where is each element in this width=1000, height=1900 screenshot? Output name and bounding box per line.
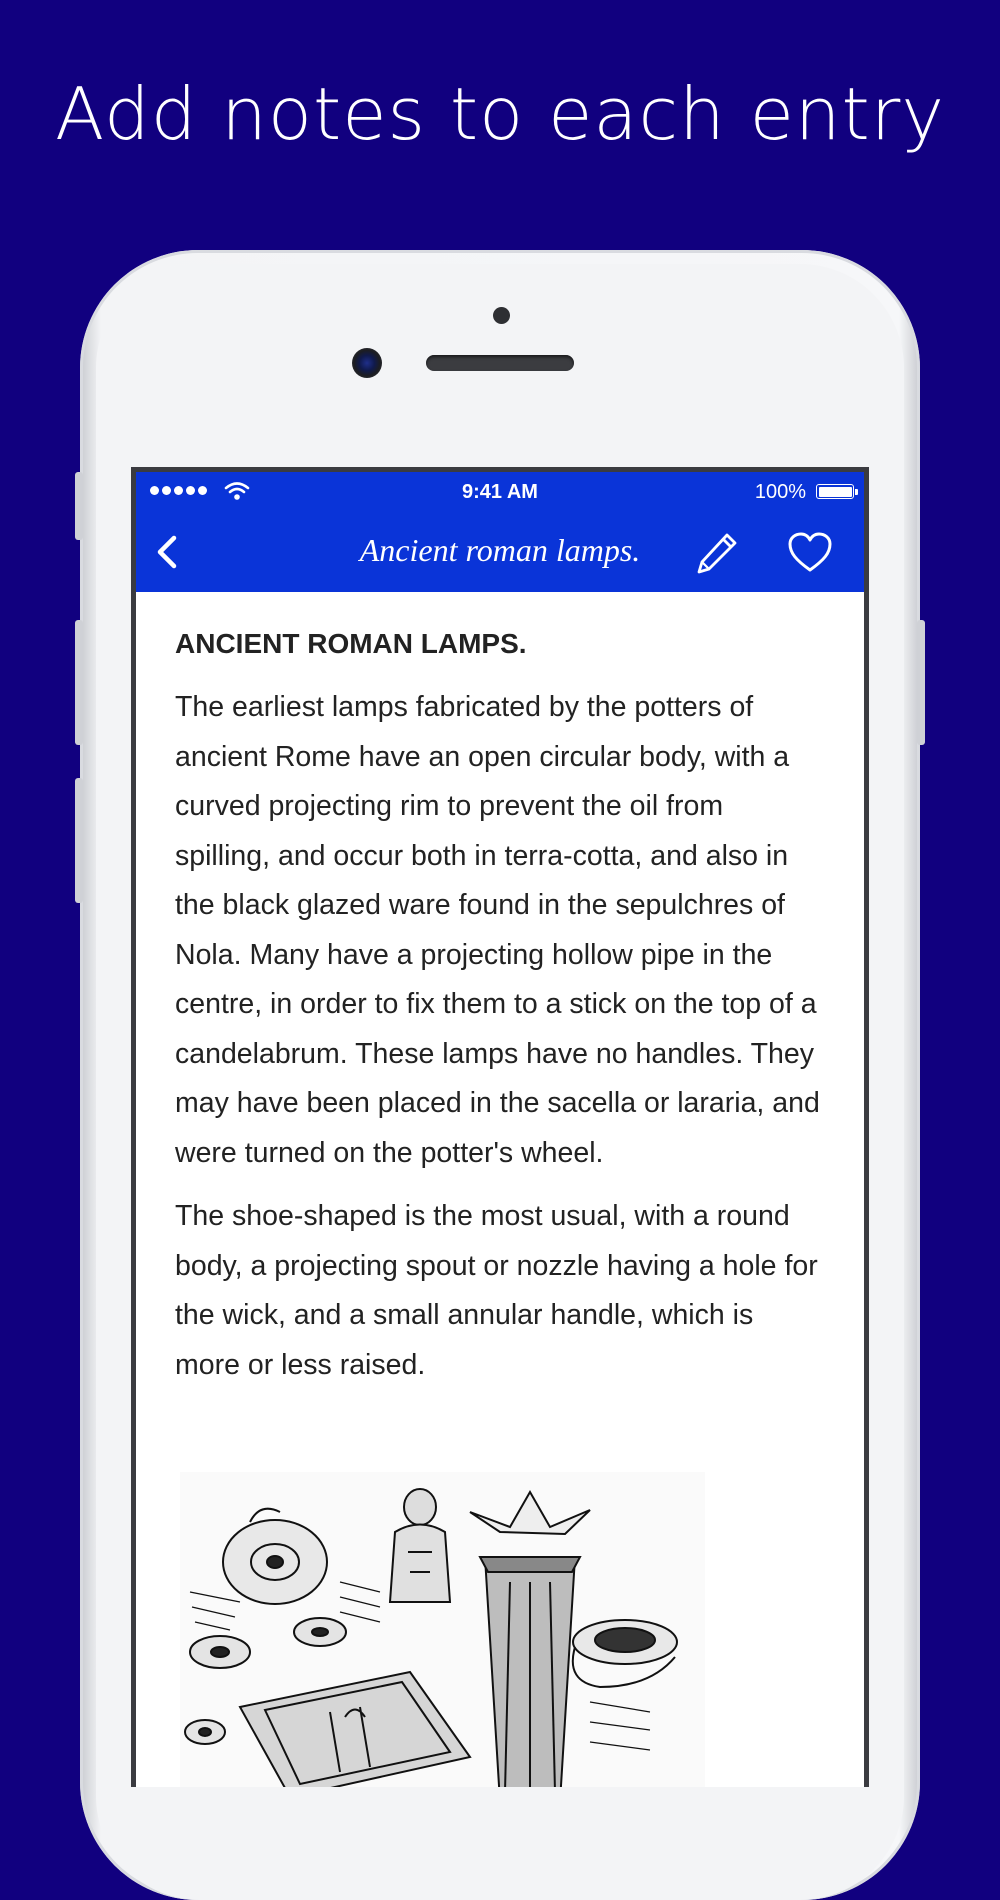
- heart-icon: [786, 530, 834, 576]
- page-title: Ancient roman lamps.: [359, 532, 641, 568]
- mute-switch: [75, 472, 83, 540]
- chevron-left-icon: [150, 530, 194, 574]
- battery-percentage: 100%: [754, 481, 806, 503]
- status-time: 9:41 AM: [462, 481, 538, 503]
- entry-content: [175, 627, 825, 1404]
- favorite-button[interactable]: [786, 530, 834, 576]
- power-button: [917, 620, 925, 745]
- back-button[interactable]: [150, 530, 194, 574]
- earpiece-speaker: [426, 355, 574, 371]
- entry-title: ANCIENT ROMAN LAMPS.: [175, 628, 527, 659]
- edit-note-button[interactable]: [694, 530, 740, 576]
- phone-screen: [131, 467, 869, 1787]
- volume-down-button: [75, 778, 83, 903]
- navigation-bar: [136, 512, 864, 592]
- proximity-sensor: [493, 307, 510, 324]
- volume-up-button: [75, 620, 83, 745]
- entry-paragraph: The earliest lamps fabricated by the potters of ancient Rome have an open circular body, with a curved projecting rim to prevent the oil from spilling, and occur both in terra-cotta, and also in the black glazed ware found in the sepulchres of Nola. Many have a projecting hollow pipe in the centre, in order to fix them to a stick on the top of a candelabrum. These lamps have no handles. They may have been placed in the sacella or lararia, and were turned on the potter's wheel.: [175, 691, 820, 1169]
- front-camera: [352, 348, 382, 378]
- roman-lamps-illustration: [180, 1472, 705, 1787]
- entry-paragraph: The shoe-shaped is the most usual, with a round body, a projecting spout or nozzle having a hole for the wick, and a small annular handle, which is more or less raised.: [175, 1200, 818, 1381]
- status-bar: [136, 472, 864, 512]
- battery-icon: [816, 484, 854, 499]
- pencil-icon: [694, 530, 740, 576]
- headline: Add notes to each entry: [55, 72, 945, 156]
